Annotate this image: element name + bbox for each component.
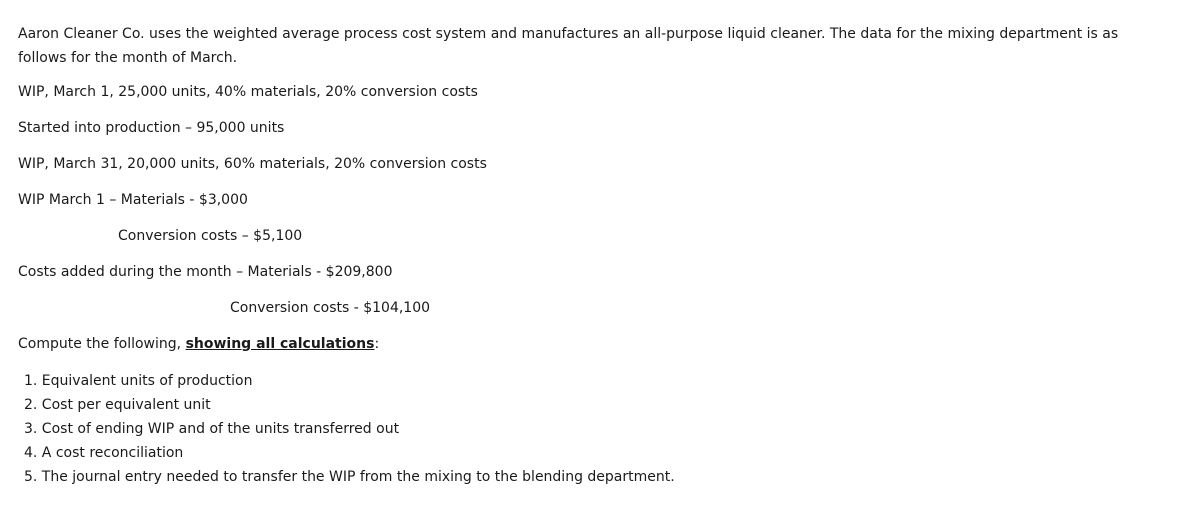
task-list (24, 369, 675, 489)
instruction-emphasis: showing all calculations (185, 336, 375, 352)
task-item: 3. Cost of ending WIP and of the units transferred out (24, 421, 400, 437)
added-conversion-line: Conversion costs - $104,100 (230, 300, 431, 316)
wip-conversion-line: Conversion costs – $5,100 (118, 228, 303, 244)
instruction-line (18, 334, 379, 354)
started-line: Started into production – 95,000 units (18, 120, 285, 136)
intro-paragraph: Aaron Cleaner Co. uses the weighted average process cost system and manufactures an all-purpose liquid cleaner. The data for the mixing department is as follows for the month of March. (18, 26, 1119, 66)
wip-start-line: WIP, March 1, 25,000 units, 40% materials, 20% conversion costs (18, 84, 478, 100)
task-item: 2. Cost per equivalent unit (24, 397, 211, 413)
wip-end-line: WIP, March 31, 20,000 units, 60% materials, 20% conversion costs (18, 156, 487, 172)
instruction-prefix: Compute the following, (18, 336, 186, 352)
wip-materials-line: WIP March 1 – Materials - $3,000 (18, 192, 248, 208)
task-item: 1. Equivalent units of production (24, 373, 253, 389)
added-materials-line: Costs added during the month – Materials - $209,800 (18, 264, 393, 280)
task-item: 5. The journal entry needed to transfer the WIP from the mixing to the blending department. (24, 469, 675, 485)
task-item: 4. A cost reconciliation (24, 445, 184, 461)
instruction-suffix: : (374, 336, 380, 352)
